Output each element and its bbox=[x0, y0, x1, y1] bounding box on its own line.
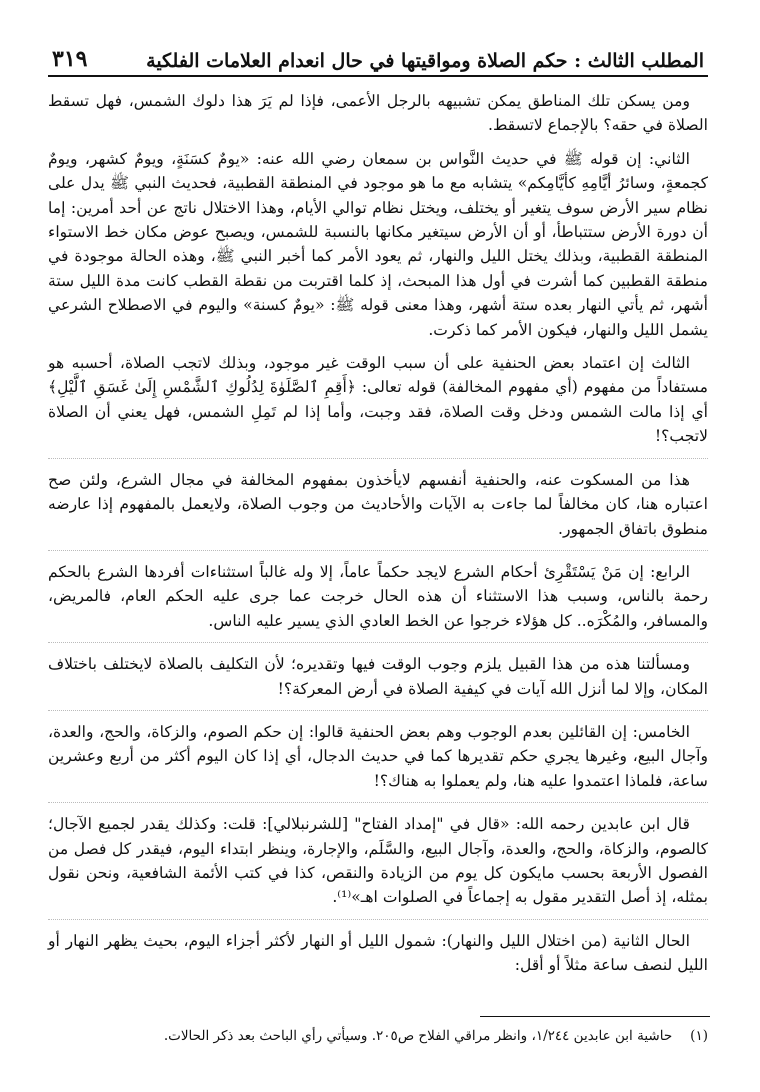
paragraph-our-issue: ومسألتنا هذه من هذا القبيل يلزم وجوب الوقت فيها وتقديره؛ لأن التكليف بالصلاة لايختلف باختلاف المكان، وإلا لما أنزل الله آيات في كيفية الصلاة في أرض المعركة؟! bbox=[48, 652, 708, 711]
footnote bbox=[48, 1026, 708, 1046]
paragraph-third-argument: الثالث إن اعتماد بعض الحنفية على أن سبب الوقت غير موجود، وبذلك لاتجب الصلاة، أحسبه هو مستفاداً من مفهوم (أي مفهوم المخالفة) قوله تعالى: ﴿أَقِمِ ٱلصَّلَوٰةَ لِدُلُوكِ ٱلشَّمْسِ إِلَىٰ غَسَقِ ٱلَّيْلِ﴾ أي إذا مالت الشمس ودخل وقت الصلاة، فقد وجبت، وأما إذا لم تَمِلِ الشمس، فهل يعني أن الصلاة لاتجب؟! bbox=[48, 351, 708, 459]
main-text bbox=[48, 89, 708, 978]
paragraph-unstated-meaning: هذا من المسكوت عنه، والحنفية أنفسهم لايأخذون بمفهوم المخالفة في مجال الشرع، ولئن صح اعتباره هنا، كان مخالفاً لما جاءت به الآيات والأحاديث من وجوب الصلاة، ولايعمل بالمفهوم إذا عارضه منطوق باتفاق الجمهور. bbox=[48, 468, 708, 551]
paragraph-second-argument: الثاني: إن قوله ﷺ في حديث النَّواس بن سمعان رضي الله عنه: «يومٌ كسَنَةٍ، ويومٌ كشهر، ويومٌ كجمعةٍ، وسائرُ أيَّامِهِ كأيَّامِكم» يتشابه مع ما هو موجود في المنطقة القطبية، فحديث النبي ﷺ يدل على نظام سير الأرض سوف يتغير أو يختلف، ويختل نظام توالي الأيام، وهذا الاختلال ناتج عن أحد أمرين: إما أن دورة الأرض ستتباطأ، أو أن الأرض سيتغير مكانها بالنسبة للشمس، ويصبح عوض مكان خط الاستواء المنطقة القطبية، وبذلك يختل الليل والنهار، ثم يعود الأمر كما أخبر النبي ﷺ، وهذه الحالة موجودة في منطقة القطبين كما أشرت في أول هذا المبحث، إذ كلما اقتربت من نقطة القطب كانت مدة الليل ستة أشهر، ثم يأتي النهار بعده ستة أشهر، وهذا معنى قوله ﷺ: «يومٌ كسنة» واليوم في الاصطلاح الشرعي يشمل الليل والنهار، فيكون الأمر كما ذكرت. bbox=[48, 149, 708, 339]
header-title: المطلب الثالث : حكم الصلاة ومواقيتها في حال انعدام العلامات الفلكية bbox=[146, 50, 704, 72]
footnote-number: (١) bbox=[690, 1028, 708, 1044]
paragraph-fifth-argument: الخامس: إن القائلين بعدم الوجوب وهم بعض الحنفية قالوا: إن حكم الصوم، والزكاة، والحج، والعدة، وآجال البيع، وغيرها يجري حكم تقديرها كما في حديث الدجال، أي إذا كان اليوم أكثر من أربع وعشرين ساعة، فلماذا اعتمدوا عليه هنا، ولم يعملوا به هناك؟! bbox=[48, 720, 708, 803]
footnote-divider bbox=[480, 1016, 710, 1017]
running-header bbox=[48, 38, 708, 77]
footnote-text: حاشية ابن عابدين ١/٢٤٤، وانظر مراقي الفلاح ص٢٠٥. وسيأتي رأي الباحث بعد ذكر الحالات. bbox=[163, 1028, 673, 1044]
paragraph-blind-man: ومن يسكن تلك المناطق يمكن تشبيهه بالرجل الأعمى، فإذا لم يَرَ هذا دلوك الشمس، فهل تسقط الصلاة في حقه؟ بالإجماع لاتسقط. bbox=[48, 92, 708, 135]
page-number: ٣١٩ bbox=[52, 46, 88, 72]
paragraph-second-case: الحال الثانية (من اختلال الليل والنهار): شمول الليل أو النهار لأكثر أجزاء اليوم، بحيث يظهر النهار أو الليل لنصف ساعة مثلاً أو أقل: bbox=[48, 931, 708, 975]
paragraph-fourth-argument: الرابع: إن مَنْ يَسْتَقْرِئ أحكام الشرع لايجد حكماً عاماً، إلا وله غالباً استثناءات أفردها الشرع بالحكم رحمة بالناس، وسبب هذا الاستثناء أن هذه الحال خرجت عما جرى عليه الحكم العام، فالمريض، والمسافر، والمُكْرَه.. كل هؤلاء خرجوا عن الخط العادي الذي يسير عليه الناس. bbox=[48, 560, 708, 643]
paragraph-ibn-abidin-quote: قال ابن عابدين رحمه الله: «قال في "إمداد الفتاح" [للشرنبلالي]: قلت: وكذلك يقدر لجميع الآجال؛ كالصوم، والزكاة، والحج، والعدة، وآجال البيع، والسَّلَم، والإجارة، وينظر ابتداء اليوم، فيقدر كل فصل من الفصول الأربعة بحسب مايكون كل يوم من الزيادة والنقص، كذا في كتب الأئمة الشافعية، ونحن نقول بمثله، إذ أصل التقدير مقول به إجماعاً في الصلوات اهـ»⁽¹⁾. bbox=[48, 812, 708, 920]
